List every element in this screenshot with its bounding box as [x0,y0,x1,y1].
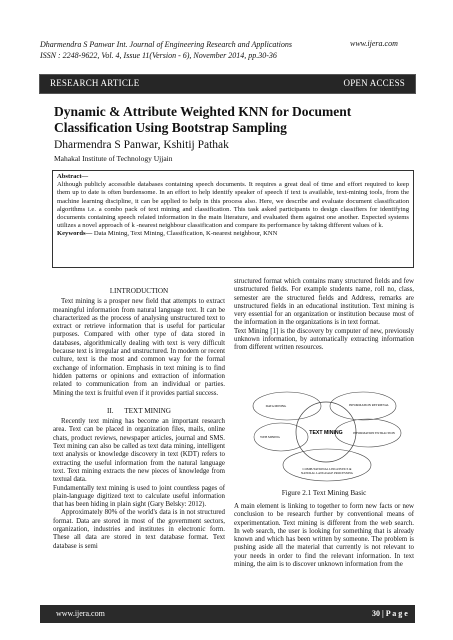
introduction-paragraph: Text mining is a prosper new field that attempts to extract meaningful information from natural language text. It can be characterized as the process of analysing unstructured text to extract or retrieve information that is useful for particular purposes. Compared with other type of data stored in databases, algorithmically dealing with text is very difficult because text is irregular and unstructured. In modern or recent culture, text is the most and common way for the formal exchange of information. Emphasis in text mining is to find hidden patterns or opinions and extraction of information related to communication from an individual or parties. Mining the text is fruitful even if it provides partial success. [53,298,225,397]
abstract-label: Abstract— [57,173,89,180]
journal-citation: Dharmendra S Panwar Int. Journal of Engineering Research and Applications [40,40,292,49]
journal-issn: ISSN : 2248-9622, Vol. 4, Issue 11(Version - 6), November 2014, pp.30-36 [40,51,277,60]
nlp-label-line-2: NATURAL LANGUAGE PROCESSING [301,471,353,475]
text-mining-paragraph-2: Fundamentally text mining is used to joint countless pages of plain-language digitized text to calculate useful information that has been hiding in plain sight (Gary Belsky: 2012). [53,484,225,509]
nlp-label-line-1: COMPUTATIONAL LINGUISTICS & [302,467,352,471]
left-column [53,285,225,551]
keywords-line [57,230,409,238]
paper-authors: Dharmendra S Panwar, Kshitij Pathak [54,139,229,151]
article-type-band [40,75,415,93]
figure-caption: Figure 2.1 Text Mining Basic [281,489,367,497]
access-type-label: OPEN ACCESS [343,78,405,88]
text-mining-label: TEXT MINING [309,430,343,436]
keywords-label: Keywords— [57,230,93,238]
text-mining-paragraph-1: Recently text mining has become an important research area. Text can be placed in organization files, mails, online chats, product reviews, newspaper articles, journal and SMS. Text mining can also be called as text data mining, intelligent text analysis or knowledge discovery in text (KDT) refers to extracting the useful information from the natural language text. Text mining extracts the new pieces of knowledge from textual data. [53,418,225,484]
paper-title: Dynamic & Attribute Weighted KNN for Document Classification Using Bootstrap Sampling [54,104,352,135]
right-paragraph-2: Text Mining [1] is the discovery by computer of new, previously unknown information, by automatically extracting information from different written resources. [234,327,414,352]
abstract-box [52,170,414,268]
web-mining-label: WEB MINING [260,435,280,439]
data-mining-label: DATA MINING [265,404,287,408]
section-heading-introduction: I.INTRODUCTION [109,287,169,295]
right-paragraph-1: structured format which contains many structured fields and few unstructured fields. For example students name, roll no, class, semester are the structured fields and Address, remarks are unstructured fields in an educational institution. Text mining is very essential for an organization or institution because most of the information in the organizations is in text format. [234,278,414,327]
footer-website: www.ijera.com [56,609,105,618]
right-column-continued [234,503,414,569]
keywords-text: Data Mining, Text Mining, Classification, K-nearest neighbour, KNN [92,230,278,238]
information-extraction-label: INFORMATION EXTRACTION [353,431,395,435]
journal-website: www.ijera.com [350,39,398,48]
article-type-label: RESEARCH ARTICLE [50,78,140,88]
journal-header [40,39,292,61]
author-affiliation: Mahakal Institute of Technology Ujjain [54,154,173,163]
right-column [234,278,414,353]
right-paragraph-3: A main element is linking to together to form new facts or new conclusion to be research further by conventional means of experimentation. Text mining is different from the web search. In web search, the user is looking for something that is already known and which has been written by someone. The problem is pushing aside all the material that currently is not relevant to your needs in order to find the relevant information. In text mining, the aim is to discover unknown information from the [234,503,414,569]
text-mining-venn-diagram [252,383,402,483]
information-retrieval-label: INFORMATION RETRIEVAL [348,403,390,407]
text-mining-paragraph-3: Approximately 80% of the world's data is in not structured format. Data are stored in most of the government sectors, organization, industries and institutes in electronic form. These all data are stored in text database format. Text database is semi [53,509,225,550]
abstract-text: Although publicly accessible databases containing speech documents. It requires a great deal of time and effort required to keep them up to date is often burdensome. In an effort to help identify speaker of speech if text is available, text-mining tools, from the machine learning discipline, it can be applied to help in this process also. Here, we describe and evaluate document classification algorithms i.e. a combo pack of text mining and classification. This task asked participants to design classifiers for identifying documents containing speech related information in the main literature, and evaluated them against one another. Expected systems utilizes a novel approach of k -nearest neighbour classification and compare its performance by taking different values of k. [57,181,409,230]
section-heading-text-mining: II. TEXT MINING [106,406,171,415]
nlp-ellipse [283,449,371,481]
page-number: 30 | P a g e [372,609,408,618]
